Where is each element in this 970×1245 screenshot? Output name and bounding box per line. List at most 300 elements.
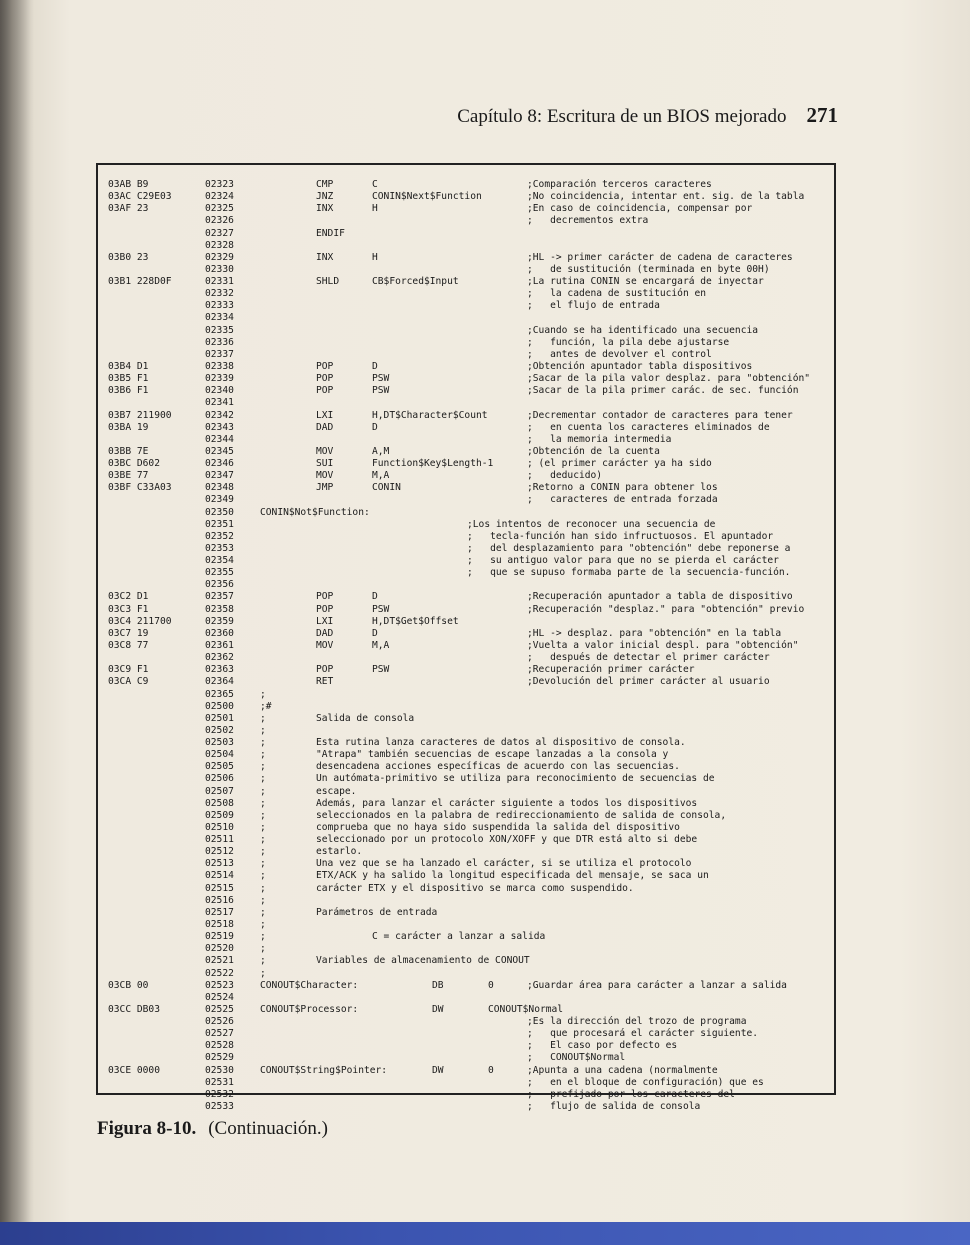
listing-line — [0, 288, 970, 300]
listing-line — [0, 810, 970, 822]
listing-label: CONOUT$String$Pointer: — [260, 1064, 388, 1076]
listing-comment-text: Además, para lanzar el carácter siguiente a todos los dispositivos — [316, 797, 698, 809]
listing-line — [0, 773, 970, 785]
listing-opcode: DAD — [316, 627, 334, 639]
listing-line — [0, 446, 970, 458]
listing-line-number: 02345 — [205, 445, 234, 457]
listing-line-number: 02362 — [205, 652, 234, 664]
listing-comment: ; que se supuso formaba parte de la secuencia-función. — [467, 567, 791, 579]
listing-comment-marker: ; — [260, 894, 266, 906]
listing-line-number: 02354 — [205, 555, 234, 566]
listing-opcode: LXI — [316, 615, 334, 627]
listing-line-number: 02336 — [205, 336, 234, 348]
listing-opcode: POP — [316, 385, 334, 397]
listing-line-number: 02522 — [205, 967, 234, 979]
listing-comment-text: Salida de consola — [316, 712, 415, 724]
listing-line — [0, 264, 970, 276]
listing-line — [0, 276, 970, 288]
listing-comment: ;Comparación terceros caracteres — [527, 179, 712, 190]
listing-line — [0, 1040, 970, 1052]
listing-operand: PSW — [372, 373, 390, 385]
listing-line-number: 02344 — [205, 433, 234, 445]
listing-line-number: 02350 — [205, 506, 234, 518]
listing-line — [0, 664, 970, 676]
listing-address: 03B5 F1 — [108, 373, 149, 385]
listing-label: CONIN$Not$Function: — [260, 506, 370, 518]
listing-line-number: 02500 — [205, 700, 234, 712]
listing-comment: ; del desplazamiento para "obtención" debe reponerse a — [467, 542, 791, 554]
listing-comment: ;HL -> primer carácter de cadena de caracteres — [527, 251, 793, 263]
listing-address: 03B7 211900 — [108, 409, 172, 421]
listing-operand: A,M — [372, 445, 390, 457]
listing-line-number: 02349 — [205, 494, 234, 506]
listing-line-number: 02503 — [205, 737, 234, 748]
listing-line-number: 02533 — [205, 1100, 234, 1112]
listing-address: 03C3 F1 — [108, 603, 149, 615]
listing-comment: ;Apunta a una cadena (normalmente — [527, 1064, 718, 1076]
listing-comment: ; prefijado por los caracteres del — [527, 1088, 735, 1100]
listing-line — [0, 725, 970, 737]
listing-comment-text: comprueba que no haya sido suspendida la salida del dispositivo — [316, 821, 680, 833]
listing-comment-marker: ;# — [260, 700, 272, 712]
listing-comment-text: Esta rutina lanza caracteres de datos al dispositivo de consola. — [316, 737, 686, 748]
listing-operand: PSW — [372, 603, 390, 615]
listing-opcode: MOV — [316, 445, 334, 457]
listing-line-number: 02334 — [205, 312, 234, 324]
listing-opcode: DAD — [316, 421, 334, 433]
listing-comment: ;La rutina CONIN se encargará de inyectar — [527, 276, 764, 287]
listing-comment: ;Decrementar contador de caracteres para tener — [527, 409, 793, 421]
listing-line-number: 02337 — [205, 348, 234, 360]
listing-address: 03B4 D1 — [108, 361, 149, 372]
listing-line — [0, 337, 970, 349]
listing-line — [0, 834, 970, 846]
listing-comment-marker: ; — [260, 761, 266, 773]
listing-comment-text: ETX/ACK y ha salido la longitud especificada del mensaje, se saca un — [316, 870, 709, 882]
listing-line — [0, 980, 970, 992]
listing-comment-marker: ; — [260, 773, 266, 785]
listing-comment-text: "Atrapa" también secuencias de escape lanzadas a la consola y — [316, 749, 669, 761]
listing-label: CONOUT$Processor: — [260, 1003, 359, 1015]
listing-line-number: 02329 — [205, 251, 234, 263]
listing-line — [0, 701, 970, 713]
listing-line-number: 02513 — [205, 858, 234, 870]
listing-line — [0, 179, 970, 191]
listing-line — [0, 858, 970, 870]
listing-line — [0, 676, 970, 688]
listing-line — [0, 300, 970, 312]
listing-comment: ;Cuando se ha identificado una secuencia — [527, 324, 759, 336]
listing-comment: ; la memoria intermedia — [527, 433, 672, 445]
listing-comment-marker: ; — [260, 955, 266, 967]
listing-line-number: 02521 — [205, 955, 234, 967]
listing-comment-text: seleccionados en la palabra de redireccionamiento de salida de consola, — [316, 809, 727, 821]
listing-comment-marker: ; — [260, 712, 266, 724]
listing-line — [0, 616, 970, 628]
listing-line — [0, 895, 970, 907]
listing-comment-marker: ; — [260, 809, 266, 821]
listing-directive: DB — [432, 979, 444, 991]
listing-line-number: 02515 — [205, 882, 234, 894]
listing-line — [0, 482, 970, 494]
listing-line-number: 02331 — [205, 276, 234, 287]
listing-operand: H — [372, 251, 378, 263]
listing-comment-text: Una vez que se ha lanzado el carácter, si se utiliza el protocolo — [316, 858, 692, 870]
listing-comment-marker: ; — [260, 834, 266, 845]
listing-comment: ; de sustitución (terminada en byte 00H) — [527, 263, 770, 275]
listing-address: 03BE 77 — [108, 470, 149, 482]
listing-line-number: 02361 — [205, 639, 234, 651]
listing-operand: CONIN$Next$Function — [372, 191, 482, 203]
listing-line-number: 02528 — [205, 1040, 234, 1052]
listing-comment: ;Vuelta a valor inicial despl. para "obtención" — [527, 639, 799, 651]
listing-line — [0, 361, 970, 373]
listing-line-number: 02526 — [205, 1016, 234, 1027]
listing-operand: H,DT$Character$Count — [372, 409, 488, 421]
listing-line — [0, 689, 970, 701]
listing-opcode: MOV — [316, 470, 334, 482]
listing-line-number: 02531 — [205, 1076, 234, 1088]
listing-line — [0, 604, 970, 616]
listing-line-number: 02341 — [205, 397, 234, 409]
listing-line-number: 02512 — [205, 846, 234, 858]
listing-line — [0, 215, 970, 227]
listing-line — [0, 798, 970, 810]
listing-opcode: JNZ — [316, 191, 334, 203]
listing-line-number: 02353 — [205, 542, 234, 554]
listing-line — [0, 543, 970, 555]
listing-comment: ;Recuperación apuntador a tabla de dispositivo — [527, 591, 793, 603]
listing-comment: ; caracteres de entrada forzada — [527, 494, 718, 506]
listing-directive: DW — [432, 1003, 444, 1015]
listing-line — [0, 567, 970, 579]
listing-opcode: POP — [316, 664, 334, 676]
listing-operand: PSW — [372, 664, 390, 676]
listing-opcode: INX — [316, 203, 334, 215]
listing-operand: D — [372, 627, 378, 639]
listing-address: 03BB 7E — [108, 445, 149, 457]
listing-line-number: 02330 — [205, 263, 234, 275]
listing-operand: H — [372, 203, 378, 215]
listing-comment-marker: ; — [260, 870, 266, 882]
listing-comment-marker: ; — [260, 931, 266, 943]
listing-line-number: 02506 — [205, 773, 234, 785]
listing-comment: ;Recuperación "desplaz." para "obtención" previo — [527, 603, 805, 615]
listing-comment: ;Sacar de la pila valor desplaz. para "obtención" — [527, 373, 811, 385]
listing-address: 03C4 211700 — [108, 615, 172, 627]
listing-comment: ; función, la pila debe ajustarse — [527, 336, 730, 348]
listing-comment: ; su antiguo valor para que no se pierda el carácter — [467, 555, 779, 566]
listing-line-number: 02324 — [205, 191, 234, 203]
listing-operand: C — [372, 179, 378, 190]
listing-comment-marker: ; — [260, 797, 266, 809]
listing-line-number: 02514 — [205, 870, 234, 882]
listing-operand: Function$Key$Length-1 — [372, 458, 494, 469]
listing-address: 03CC DB03 — [108, 1003, 160, 1015]
listing-operand: D — [372, 421, 378, 433]
listing-line-number: 02530 — [205, 1064, 234, 1076]
listing-line — [0, 652, 970, 664]
listing-line-number: 02524 — [205, 991, 234, 1003]
listing-comment-marker: ; — [260, 882, 266, 894]
listing-comment-marker: ; — [260, 737, 266, 748]
listing-line — [0, 349, 970, 361]
listing-address: 03BC D602 — [108, 458, 160, 469]
listing-address: 03CE 0000 — [108, 1064, 160, 1076]
listing-opcode: SUI — [316, 458, 334, 469]
listing-operand: PSW — [372, 385, 390, 397]
listing-label: CONOUT$Character: — [260, 979, 359, 991]
listing-line — [0, 907, 970, 919]
listing-comment-text: Parámetros de entrada — [316, 906, 438, 918]
listing-opcode: JMP — [316, 482, 334, 494]
listing-opcode: SHLD — [316, 276, 340, 287]
listing-comment: ; flujo de salida de consola — [527, 1100, 701, 1112]
chapter-title: Capítulo 8: Escritura de un BIOS mejorado — [457, 106, 787, 127]
listing-opcode: CMP — [316, 179, 334, 190]
listing-comment-marker: ; — [260, 724, 266, 736]
listing-line-number: 02359 — [205, 615, 234, 627]
listing-line — [0, 252, 970, 264]
listing-line-number: 02527 — [205, 1028, 234, 1040]
listing-line-number: 02363 — [205, 664, 234, 676]
listing-line-number: 02333 — [205, 300, 234, 312]
page-number: 271 — [806, 103, 838, 127]
listing-comment: ; después de detectar el primer carácter — [527, 652, 770, 664]
listing-line-number: 02520 — [205, 943, 234, 955]
listing-line-number: 02351 — [205, 518, 234, 530]
listing-line — [0, 422, 970, 434]
listing-line — [0, 458, 970, 470]
listing-line — [0, 410, 970, 422]
listing-operand: D — [372, 361, 378, 372]
listing-opcode: MOV — [316, 639, 334, 651]
listing-line — [0, 737, 970, 749]
listing-opcode: POP — [316, 361, 334, 372]
listing-line-number: 02505 — [205, 761, 234, 773]
figure-caption-text: (Continuación.) — [208, 1118, 328, 1139]
listing-comment-text: desencadena acciones específicas de acuerdo con las secuencias. — [316, 761, 680, 773]
listing-address: 03AB B9 — [108, 179, 149, 190]
listing-line-number: 02523 — [205, 979, 234, 991]
listing-comment-text: carácter ETX y el dispositivo se marca como suspendido. — [316, 882, 634, 894]
figure-caption — [97, 1118, 328, 1140]
listing-address: 03CA C9 — [108, 676, 149, 688]
listing-comment: ; tecla-función han sido infructuosos. El apuntador — [467, 530, 774, 542]
listing-line-number: 02518 — [205, 918, 234, 930]
listing-comment: ; que procesará el carácter siguiente. — [527, 1028, 759, 1040]
listing-line — [0, 628, 970, 640]
listing-opcode: LXI — [316, 409, 334, 421]
listing-address: 03C7 19 — [108, 627, 149, 639]
listing-line — [0, 240, 970, 252]
listing-comment: ;Retorno a CONIN para obtener los — [527, 482, 718, 494]
listing-line — [0, 591, 970, 603]
listing-line — [0, 846, 970, 858]
listing-address: 03B6 F1 — [108, 385, 149, 397]
listing-comment: ;Es la dirección del trozo de programa — [527, 1016, 747, 1027]
listing-line-number: 02509 — [205, 809, 234, 821]
listing-line-number: 02529 — [205, 1052, 234, 1064]
listing-line-number: 02504 — [205, 749, 234, 761]
listing-line — [0, 919, 970, 931]
listing-line-number: 02357 — [205, 591, 234, 603]
listing-operand: H,DT$Get$Offset — [372, 615, 459, 627]
listing-line-number: 02364 — [205, 676, 234, 688]
listing-address: 03C8 77 — [108, 639, 149, 651]
listing-line — [0, 1077, 970, 1089]
listing-comment-marker: ; — [260, 906, 266, 918]
listing-directive-value: CONOUT$Normal — [488, 1003, 564, 1015]
listing-comment: ; en el bloque de configuración) que es — [527, 1076, 764, 1088]
figure-label: Figura 8-10. — [97, 1118, 197, 1139]
listing-line — [0, 579, 970, 591]
listing-comment-text: C = carácter a lanzar a salida — [372, 931, 546, 943]
listing-line-number: 02347 — [205, 470, 234, 482]
listing-address: 03CB 00 — [108, 979, 149, 991]
listing-comment-marker: ; — [260, 918, 266, 930]
listing-comment: ; El caso por defecto es — [527, 1040, 678, 1052]
listing-comment: ; deducido) — [527, 470, 603, 482]
listing-comment: ; en cuenta los caracteres eliminados de — [527, 421, 770, 433]
listing-line-number: 02525 — [205, 1003, 234, 1015]
listing-line-number: 02532 — [205, 1088, 234, 1100]
listing-line — [0, 786, 970, 798]
listing-directive: DW — [432, 1064, 444, 1076]
listing-line — [0, 1004, 970, 1016]
listing-comment: ;Los intentos de reconocer una secuencia de — [467, 518, 716, 530]
listing-line-number: 02356 — [205, 579, 234, 591]
listing-line — [0, 1065, 970, 1077]
listing-comment-text: escape. — [316, 785, 357, 797]
listing-comment: ;Recuperación primer carácter — [527, 664, 695, 676]
listing-address: 03B1 228D0F — [108, 276, 172, 287]
listing-line — [0, 494, 970, 506]
listing-address: 03C9 F1 — [108, 664, 149, 676]
listing-comment-marker: ; — [260, 785, 266, 797]
listing-line-number: 02510 — [205, 821, 234, 833]
listing-line-number: 02339 — [205, 373, 234, 385]
listing-line-number: 02501 — [205, 712, 234, 724]
listing-line — [0, 397, 970, 409]
listing-line — [0, 470, 970, 482]
listing-line-number: 02352 — [205, 530, 234, 542]
listing-line — [0, 883, 970, 895]
listing-line-number: 02342 — [205, 409, 234, 421]
listing-line — [0, 555, 970, 567]
listing-line-number: 02519 — [205, 931, 234, 943]
listing-comment: ;No coincidencia, intentar ent. sig. de la tabla — [527, 191, 805, 203]
listing-opcode: RET — [316, 676, 334, 688]
listing-comment: ;Obtención apuntador tabla dispositivos — [527, 361, 753, 372]
listing-comment: ; la cadena de sustitución en — [527, 288, 707, 300]
listing-line — [0, 1089, 970, 1101]
listing-comment-marker: ; — [260, 846, 266, 858]
listing-comment: ; decrementos extra — [527, 215, 649, 227]
listing-comment: ;HL -> desplaz. para "obtención" en la tabla — [527, 627, 782, 639]
listing-line-number: 02332 — [205, 288, 234, 300]
listing-comment-text: estarlo. — [316, 846, 363, 858]
listing-line — [0, 434, 970, 446]
listing-line — [0, 1028, 970, 1040]
listing-comment: ;Devolución del primer carácter al usuario — [527, 676, 770, 688]
listing-operand: CB$Forced$Input — [372, 276, 459, 287]
listing-directive-value: 0 — [488, 979, 494, 991]
listing-line — [0, 203, 970, 215]
listing-line-number: 02326 — [205, 215, 234, 227]
listing-line-number: 02323 — [205, 179, 234, 190]
listing-address: 03AF 23 — [108, 203, 149, 215]
listing-opcode: ENDIF — [316, 227, 345, 239]
listing-comment-marker: ; — [260, 967, 266, 979]
listing-line — [0, 191, 970, 203]
listing-line-number: 02507 — [205, 785, 234, 797]
listing-line-number: 02355 — [205, 567, 234, 579]
listing-comment: ; CONOUT$Normal — [527, 1052, 626, 1064]
listing-line — [0, 713, 970, 725]
listing-operand: CONIN — [372, 482, 401, 494]
listing-opcode: POP — [316, 603, 334, 615]
listing-line-number: 02511 — [205, 834, 234, 845]
listing-line-number: 02335 — [205, 324, 234, 336]
listing-line-number: 02517 — [205, 906, 234, 918]
listing-comment: ; el flujo de entrada — [527, 300, 660, 312]
listing-comment: ;Guardar área para carácter a lanzar a salida — [527, 979, 787, 991]
listing-line-number: 02348 — [205, 482, 234, 494]
listing-comment-text: Un autómata-primitivo se utiliza para reconocimiento de secuencias de — [316, 773, 715, 785]
listing-line — [0, 761, 970, 773]
listing-line-number: 02360 — [205, 627, 234, 639]
listing-comment: ;En caso de coincidencia, compensar por — [527, 203, 753, 215]
listing-line-number: 02325 — [205, 203, 234, 215]
listing-line — [0, 373, 970, 385]
listing-line — [0, 507, 970, 519]
listing-line — [0, 870, 970, 882]
listing-line — [0, 968, 970, 980]
listing-directive-value: 0 — [488, 1064, 494, 1076]
listing-line-number: 02346 — [205, 458, 234, 469]
listing-operand: D — [372, 591, 378, 603]
listing-comment-marker: ; — [260, 821, 266, 833]
listing-opcode: POP — [316, 373, 334, 385]
listing-line-number: 02358 — [205, 603, 234, 615]
listing-comment-marker: ; — [260, 749, 266, 761]
listing-line-number: 02516 — [205, 894, 234, 906]
listing-line — [0, 822, 970, 834]
listing-line — [0, 228, 970, 240]
listing-address: 03AC C29E03 — [108, 191, 172, 203]
listing-line — [0, 531, 970, 543]
listing-opcode: POP — [316, 591, 334, 603]
listing-address: 03C2 D1 — [108, 591, 149, 603]
listing-line — [0, 1101, 970, 1113]
listing-line-number: 02327 — [205, 227, 234, 239]
listing-comment-text: seleccionado por un protocolo XON/XOFF y que DTR está alto si debe — [316, 834, 698, 845]
listing-line — [0, 931, 970, 943]
listing-line — [0, 1016, 970, 1028]
listing-comment: ;Sacar de la pila primer carác. de sec. función — [527, 385, 799, 397]
listing-comment: ;Obtención de la cuenta — [527, 445, 660, 457]
listing-comment-marker: ; — [260, 858, 266, 870]
listing-comment-marker: ; — [260, 943, 266, 955]
listing-line — [0, 385, 970, 397]
listing-line — [0, 312, 970, 324]
listing-operand: M,A — [372, 470, 390, 482]
listing-comment-text: Variables de almacenamiento de CONOUT — [316, 955, 530, 967]
listing-opcode: INX — [316, 251, 334, 263]
listing-line — [0, 1052, 970, 1064]
listing-line — [0, 640, 970, 652]
